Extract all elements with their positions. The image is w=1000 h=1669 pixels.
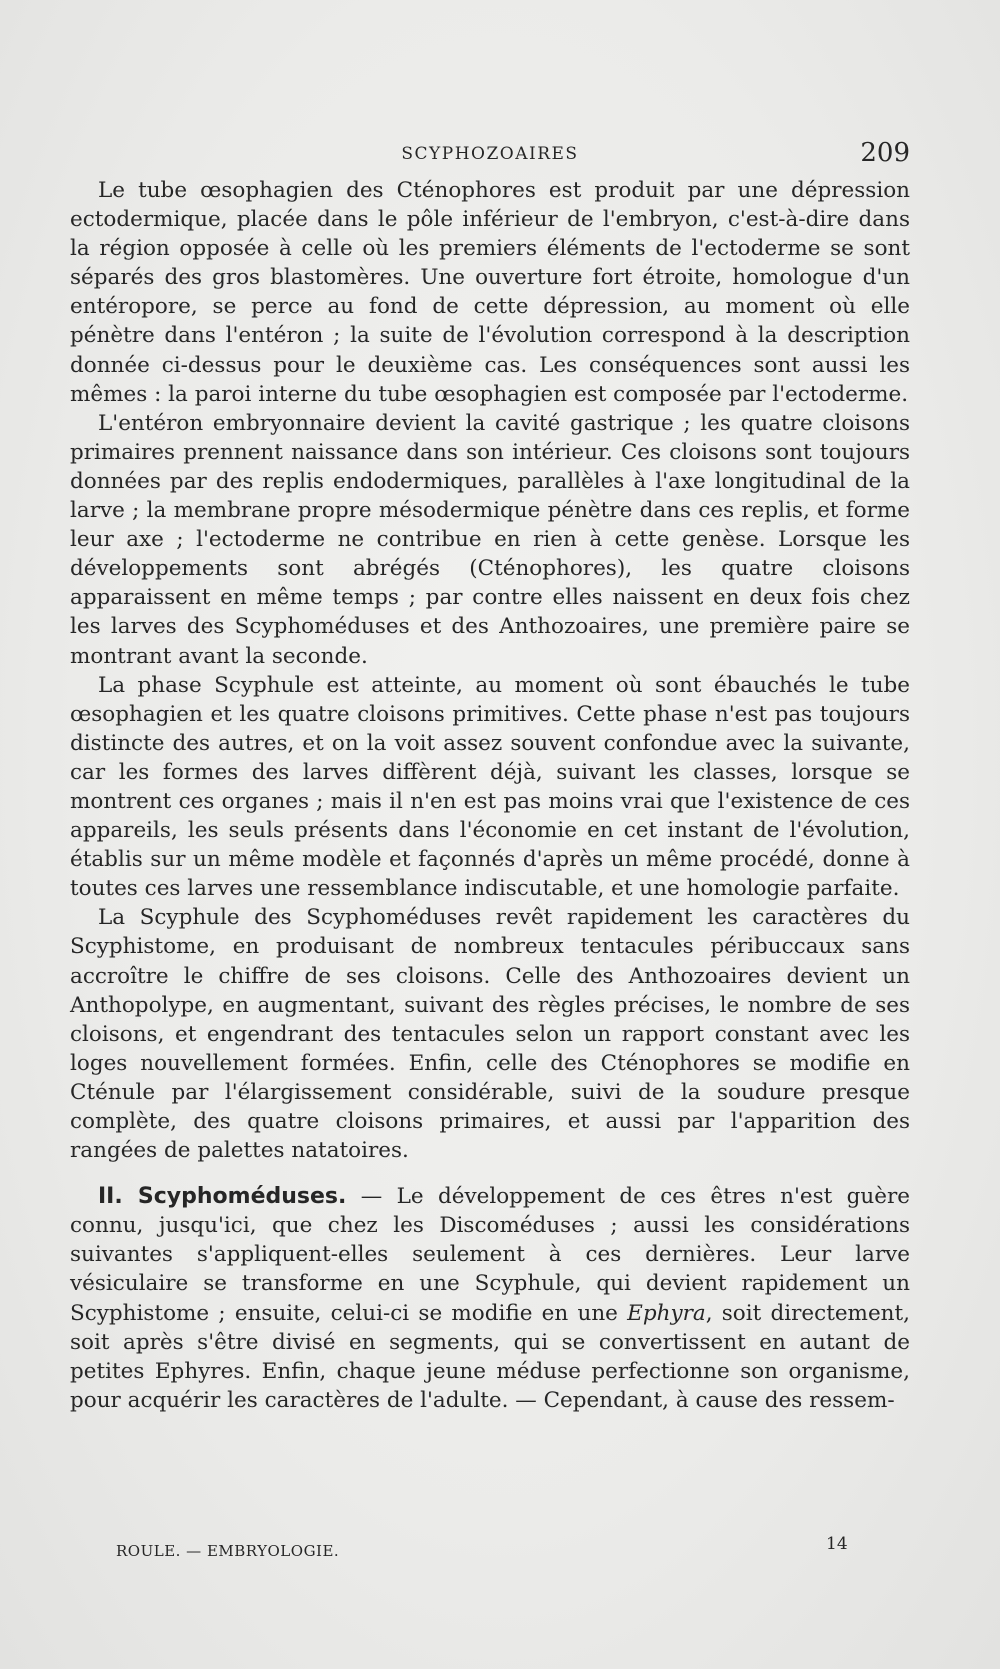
section-paragraph [70, 1182, 910, 1415]
section-text-before: Le développement de ces êtres n'est guère connu, jusqu'ici, que chez les Discoméduses ; aussi les considérations suivantes s'appliquent-elles seulement à ces dernières. Leur larve vésiculaire se transforme en une Scyphule, qui devient rapidement un Scyphistome ; ensuite, celui-ci se modifie en une [70, 1184, 910, 1326]
running-head [70, 138, 910, 172]
section-dash: — [346, 1184, 397, 1210]
page-number: 209 [860, 138, 910, 168]
paragraph-4: La Scyphule des Scyphoméduses revêt rapidement les caractères du Scyphistome, en produisant de nombreux tentacules péribuccaux sans accroître le chiffre de ses cloisons. Celle des Anthozoaires devient un Anthopolype, en augmentant, suivant des règles précises, le nombre de ses cloisons, et engendrant des tentacules selon un rapport constant avec les loges nouvellement formées. Enfin, celle des Cténophores se modifie en Cténule par l'élargissement considérable, suivi de la soudure presque complète, des quatre cloisons primaires, et aussi par l'apparition des rangées de palettes natatoires. [70, 905, 910, 1164]
section-text-after: , soit directement, soit après s'être divisé en segments, qui se convertissent en autant de petites Ephyres. Enfin, chaque jeune méduse perfectionne son organisme, pour acquérir les caractères de l'adulte. — Cependant, à cause des ressem- [70, 1300, 910, 1413]
signature-mark: 14 [826, 1534, 848, 1554]
page-footer [70, 1534, 910, 1564]
body-text [70, 176, 910, 1415]
paragraph-3: La phase Scyphule est atteinte, au moment où sont ébauchés le tube œsophagien et les quatre cloisons primitives. Cette phase n'est pas toujours distincte des autres, et on la voit assez souvent confondue avec la suivante, car les formes des larves diffèrent déjà, suivant les classes, lorsque se montrent ces organes ; mais il n'en est pas moins vrai que l'existence de ces appareils, les seuls présents dans l'économie en cet instant de l'évolution, établis sur un même modèle et façonnés d'après un même procédé, donne à toutes ces larves une ressemblance indiscutable, et une homologie parfaite. [70, 672, 910, 902]
paragraph-1: Le tube œsophagien des Cténophores est produit par une dépression ectodermique, placée dans le pôle inférieur de l'embryon, c'est-à-dire dans la région opposée à celle où les premiers éléments de l'ectoderme se sont séparés des gros blastomères. Une ouverture fort étroite, homologue d'un entéropore, se perce au fond de cette dépression, au moment où elle pénètre dans l'entéron ; la suite de l'évolution correspond à la description donnée ci-dessus pour le deuxième cas. Les conséquences sont aussi les mêmes : la paroi interne du tube œsophagien est composée par l'ectoderme. [70, 178, 910, 407]
paragraph-2: L'entéron embryonnaire devient la cavité gastrique ; les quatre cloisons primaires prennent naissance dans son intérieur. Ces cloisons sont toujours données par des replis endodermiques, parallèles à l'axe longitudinal de la larve ; la membrane propre mésodermique pénètre dans ces replis, et forme leur axe ; l'ectoderme ne contribue en rien à cette genèse. Lorsque les développements sont abrégés (Cténophores), les quatre cloisons apparaissent en même temps ; par contre elles naissent en deux fois chez les larves des Scyphoméduses et des Anthozoaires, une première paire se montrant avant la seconde. [70, 410, 910, 669]
running-title: SCYPHOZOAIRES [401, 144, 579, 164]
author-title: ROULE. — EMBRYOLOGIE. [116, 1542, 340, 1560]
section-heading: II. Scyphoméduses. [98, 1184, 347, 1210]
genus-name: Ephyra [627, 1300, 706, 1326]
